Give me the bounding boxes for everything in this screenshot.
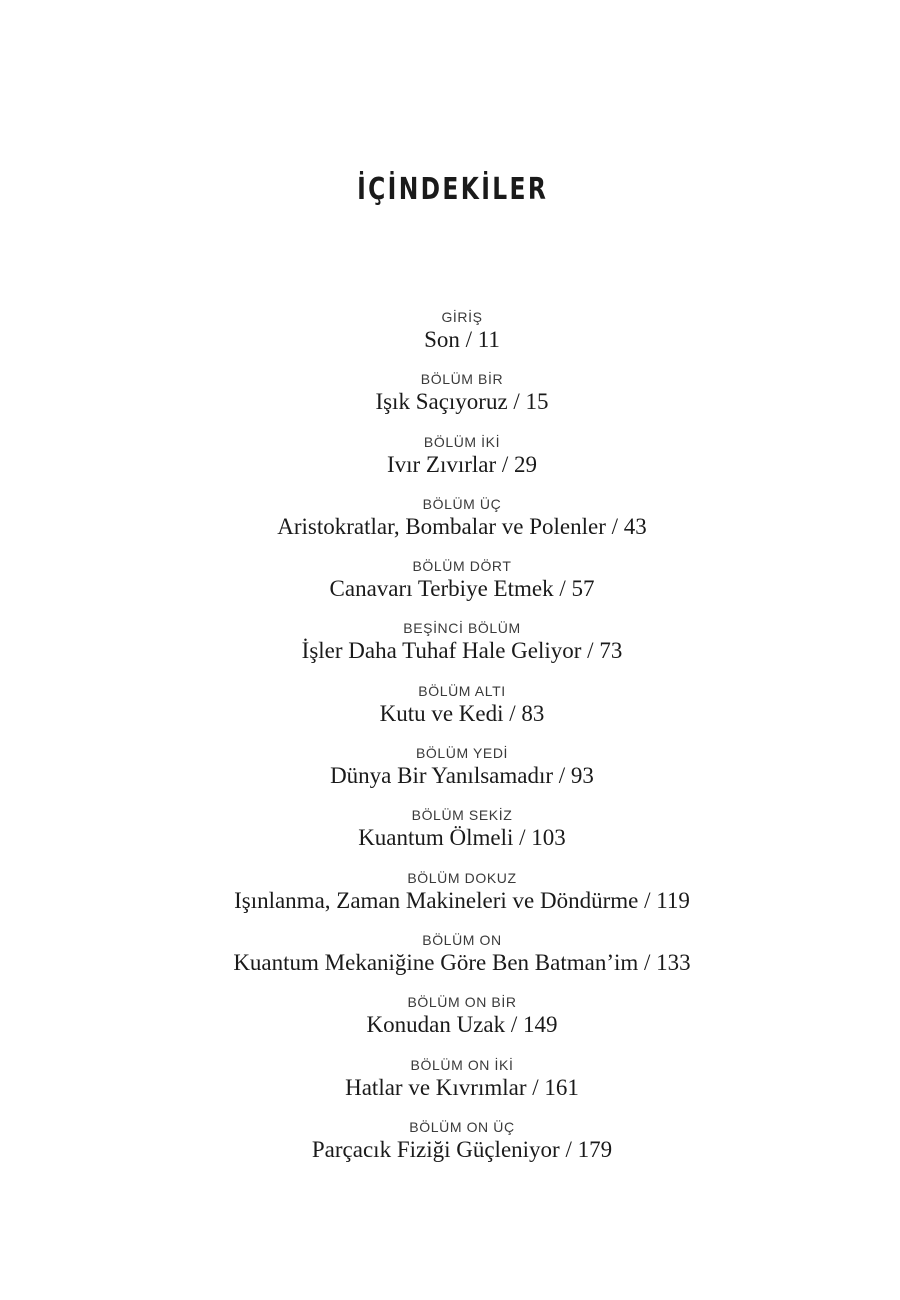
toc-chapter-title: Işık Saçıyoruz / 15	[375, 389, 549, 415]
toc-section-label: BÖLÜM YEDİ	[415, 745, 509, 762]
toc-section-label: BÖLÜM İKİ	[423, 433, 501, 450]
toc-section-label: BÖLÜM ON ÜÇ	[409, 1118, 515, 1135]
toc-entry	[0, 869, 900, 931]
toc-entry	[0, 370, 900, 432]
toc-section-label: GİRİŞ	[441, 309, 483, 325]
toc-entry	[0, 806, 900, 868]
toc-section-label: BÖLÜM ALTI	[418, 682, 506, 699]
toc-section-label: BÖLÜM DOKUZ	[407, 869, 517, 886]
toc-chapter-title: Dünya Bir Yanılsamadır / 93	[330, 763, 594, 789]
toc-chapter-title: Parçacık Fiziği Güçleniyor / 179	[311, 1136, 613, 1162]
toc-chapter-title: Hatlar ve Kıvrımlar / 161	[345, 1074, 579, 1100]
toc-chapter-title: Aristokratlar, Bombalar ve Polenler / 43	[277, 513, 647, 539]
toc-section-label: BEŞİNCİ BÖLÜM	[403, 620, 521, 637]
toc-section-label: BÖLÜM ÜÇ	[422, 495, 502, 512]
toc-entry	[0, 557, 900, 619]
toc-chapter-title: Işınlanma, Zaman Makineleri ve Döndürme / 119	[234, 887, 690, 913]
toc-chapter-title: Ivır Zıvırlar / 29	[386, 451, 538, 477]
toc-section-label: BÖLÜM BİR	[420, 371, 504, 388]
toc-entry	[0, 931, 900, 993]
toc-chapter-title: Kuantum Mekaniğine Göre Ben Batman’im / 133	[233, 949, 691, 975]
toc-entry	[0, 1118, 900, 1180]
toc-chapter-title: Kuantum Ölmeli / 103	[358, 825, 566, 851]
toc-entry	[0, 433, 900, 495]
toc-entry	[0, 744, 900, 806]
toc-entry	[0, 993, 900, 1055]
toc-section-label: BÖLÜM DÖRT	[412, 558, 512, 575]
toc-entry	[0, 308, 900, 370]
toc-section-label: BÖLÜM ON	[422, 931, 502, 948]
toc-entry	[0, 619, 900, 681]
toc-entry	[0, 1056, 900, 1118]
toc-chapter-title: Son / 11	[424, 327, 500, 352]
page-title: İÇİNDEKİLER	[357, 172, 549, 207]
toc-section-label: BÖLÜM SEKİZ	[411, 807, 513, 824]
toc-chapter-title: Kutu ve Kedi / 83	[379, 700, 545, 726]
toc-chapter-title: Konudan Uzak / 149	[366, 1012, 558, 1038]
toc-section-label: BÖLÜM ON BİR	[407, 994, 517, 1011]
toc-entry	[0, 495, 900, 557]
toc-entry	[0, 682, 900, 744]
toc-chapter-title: İşler Daha Tuhaf Hale Geliyor / 73	[301, 638, 623, 664]
table-of-contents	[0, 308, 900, 1180]
toc-chapter-title: Canavarı Terbiye Etmek / 57	[329, 576, 595, 602]
toc-section-label: BÖLÜM ON İKİ	[410, 1056, 514, 1073]
